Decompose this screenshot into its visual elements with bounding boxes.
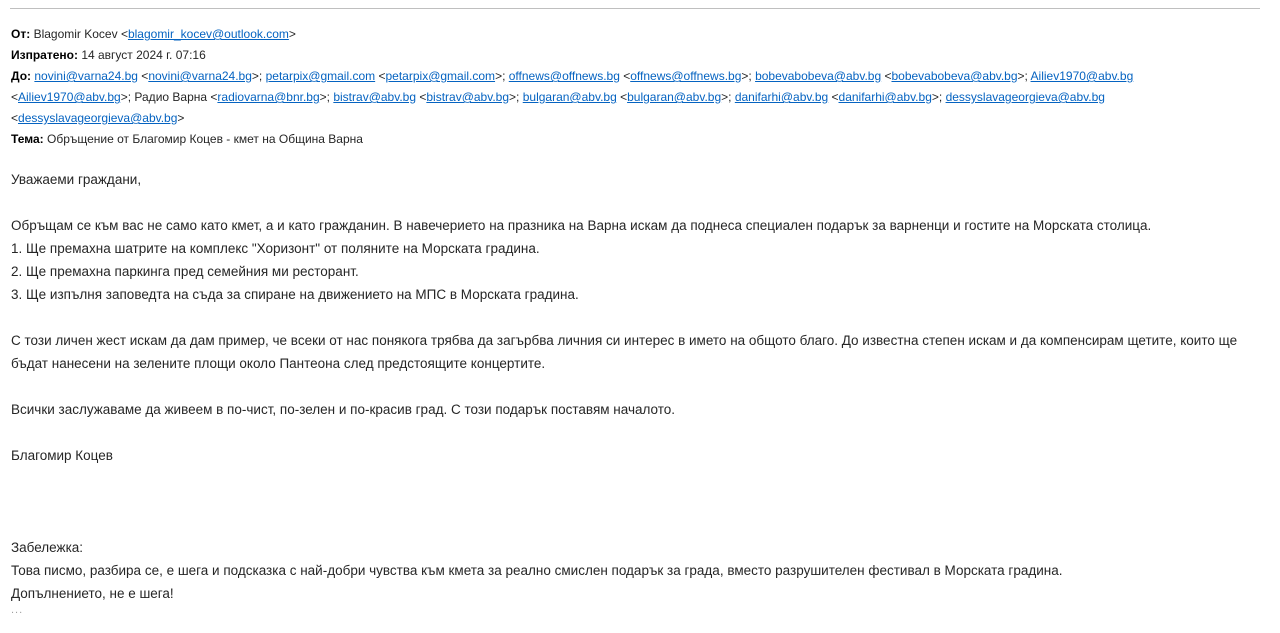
recipient-name-link[interactable]: offnews@offnews.bg <box>508 69 620 83</box>
recipient-email-link[interactable]: dessyslavageorgieva@abv.bg <box>18 111 178 125</box>
from-label: От: <box>11 27 31 41</box>
to-line-2: <Ailiev1970@abv.bg>; Радио Варна <radiovarna@bnr.bg>; bistrav@abv.bg <bistrav@abv.bg>; bulgaran@abv.bg <bulgaran@abv.bg>; danifarhi@abv.bg <danifarhi@abv.bg>; dessyslavageorgieva@abv.bg <box>11 90 1105 104</box>
recipient-name-link[interactable]: bistrav@abv.bg <box>333 90 417 104</box>
subject-label: Тема: <box>11 132 44 146</box>
recipient-name-link[interactable]: bulgaran@abv.bg <box>522 90 617 104</box>
recipient-email-link[interactable]: radiovarna@bnr.bg <box>217 90 320 104</box>
subject-value: Обръщение от Благомир Коцев - кмет на Община Варна <box>46 132 363 146</box>
from-row: От: Blagomir Kocev <blagomir_kocev@outlook.com> <box>11 27 296 41</box>
note-label: Забележка: <box>11 540 84 555</box>
from-email-link[interactable]: blagomir_kocev@outlook.com <box>127 27 289 41</box>
recipient-email-link[interactable]: danifarhi@abv.bg <box>838 90 932 104</box>
recipient-email-link[interactable]: bulgaran@abv.bg <box>627 90 722 104</box>
to-label: До: <box>11 69 32 83</box>
list-item: 1. Ще премахна шатрите на комплекс "Хоризонт" от поляните на Морската градина. <box>11 241 540 256</box>
sent-value: 14 август 2024 г. 07:16 <box>81 48 206 62</box>
to-line-3: <dessyslavageorgieva@abv.bg> <box>11 111 185 125</box>
intro-paragraph: Обръщам се към вас не само като кмет, а и като гражданин. В навечерието на празника на Варна искам да поднеса специален подарък за варненци и гостите на Морската столица. <box>11 218 1152 233</box>
note-line: Това писмо, разбира се, е шега и подсказка с най-добри чувства към кмета за реално смислен подарък за града, вместо разрушителен фестивал в Морската градина. <box>11 563 1063 578</box>
recipient-email-link[interactable]: offnews@offnews.bg <box>630 69 742 83</box>
header-divider <box>10 8 1260 9</box>
from-name: Blagomir Kocev <box>33 27 118 41</box>
recipient-name-link[interactable]: dessyslavageorgieva@abv.bg <box>945 90 1105 104</box>
show-more-ellipsis[interactable]: ... <box>11 604 24 616</box>
recipient-name-link[interactable]: danifarhi@abv.bg <box>734 90 829 104</box>
to-row <box>11 66 1273 129</box>
closing-paragraph: Всички заслужаваме да живеем в по-чист, по-зелен и по-красив град. С този подарък поставям началото. <box>11 402 676 417</box>
note-line: Допълнението, не е шега! <box>11 586 174 601</box>
recipient-name-link[interactable]: Ailiev1970@abv.bg <box>1030 69 1134 83</box>
recipient-name: Радио Варна <box>134 90 208 104</box>
list-item: 2. Ще премахна паркинга пред семейния ми ресторант. <box>11 264 359 279</box>
recipient-name-link[interactable]: bobevabobeva@abv.bg <box>755 69 882 83</box>
recipient-email-link[interactable]: bistrav@abv.bg <box>426 90 510 104</box>
recipient-email-link[interactable]: petarpix@gmail.com <box>385 69 496 83</box>
subject-row <box>11 129 1273 150</box>
greeting: Уважаеми граждани, <box>11 172 142 187</box>
recipient-email-link[interactable]: bobevabobeva@abv.bg <box>891 69 1018 83</box>
sent-label: Изпратено: <box>11 48 78 62</box>
recipient-email-link[interactable]: Ailiev1970@abv.bg <box>18 90 121 104</box>
email-body <box>11 168 1279 615</box>
recipient-name-link[interactable]: petarpix@gmail.com <box>265 69 376 83</box>
recipient-email-link[interactable]: novini@varna24.bg <box>148 69 252 83</box>
to-line-1: До: novini@varna24.bg <novini@varna24.bg>; petarpix@gmail.com <petarpix@gmail.com>; offnews@offnews.bg <offnews@offnews.bg>; bobevabobeva@abv.bg <bobevabobeva@abv.bg>; Ailiev1970@abv.bg <box>11 69 1134 83</box>
paragraph-line: С този личен жест искам да дам пример, че всеки от нас понякога трябва да загърбва личния си интерес в името на общото благо. До известна степен искам и да компенсирам щетите, които ще <box>11 333 1238 348</box>
email-header <box>11 24 1273 150</box>
recipient-name-link[interactable]: novini@varna24.bg <box>34 69 138 83</box>
list-item: 3. Ще изпълня заповедта на съда за спиране на движението на МПС в Морската градина. <box>11 287 579 302</box>
sent-row <box>11 45 1273 66</box>
paragraph-line: бъдат нанесени на зелените площи около Пантеона след предстоящите концертите. <box>11 356 546 371</box>
signature: Благомир Коцев <box>11 448 113 463</box>
